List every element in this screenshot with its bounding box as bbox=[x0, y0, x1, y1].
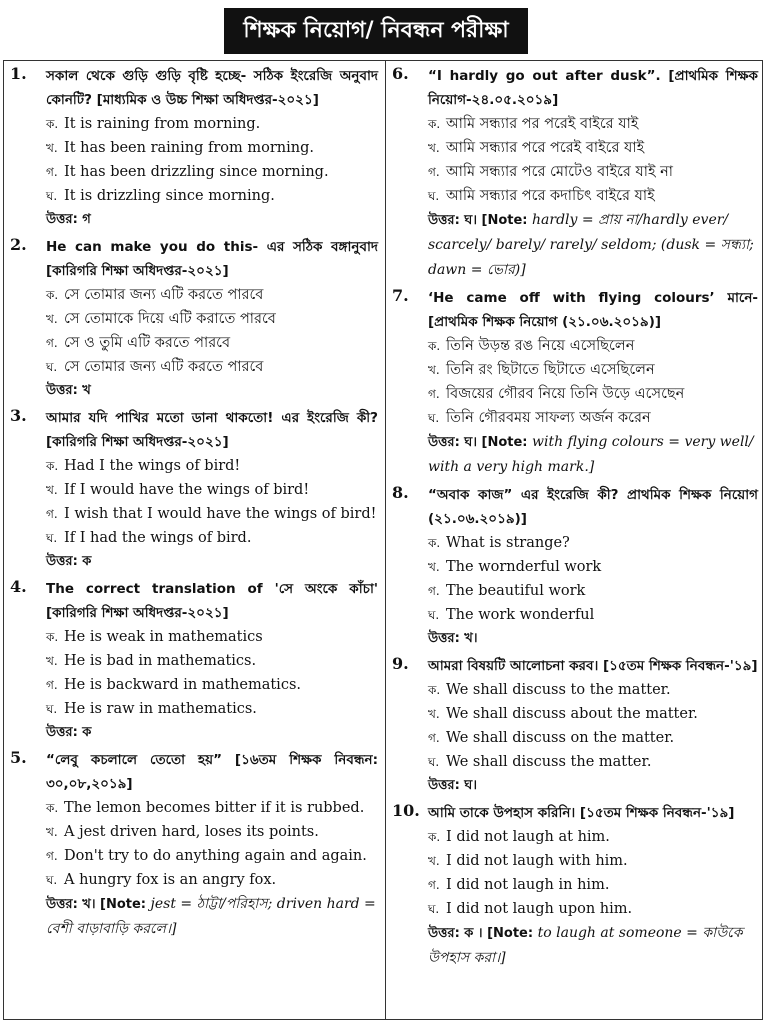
option-text: He is weak in mathematics bbox=[64, 629, 263, 645]
answer-line bbox=[428, 774, 758, 798]
answer-key: উত্তর: গ bbox=[46, 212, 91, 227]
question-text: সকাল থেকে গুড়ি গুড়ি বৃষ্টি হচ্ছে- সঠিক ইংরেজি অনুবাদ কোনটি? [মাধ্যমিক ও উচ্চ শিক্ষা অধিদপ্তর-২০২১] bbox=[46, 68, 378, 108]
answer-option bbox=[46, 307, 378, 331]
option-label: ক. bbox=[428, 339, 441, 353]
answer-line bbox=[46, 208, 378, 232]
answer-option bbox=[46, 526, 378, 550]
option-text: He is raw in mathematics. bbox=[64, 701, 257, 717]
option-text: The lemon becomes bitter if it is rubbed. bbox=[64, 800, 365, 816]
answer-option bbox=[46, 649, 378, 673]
option-label: গ. bbox=[46, 336, 58, 350]
question-item bbox=[392, 654, 758, 798]
option-text: I did not laugh with him. bbox=[446, 853, 628, 869]
question-text: আমার যদি পাখির মতো ডানা থাকতো! এর ইংরেজি কী? [কারিগরি শিক্ষা অধিদপ্তর-২০২১] bbox=[46, 410, 378, 450]
option-text: Don't try to do anything again and again. bbox=[64, 848, 367, 864]
answer-option bbox=[428, 382, 758, 406]
question-number: 1. bbox=[10, 64, 27, 83]
answer-option bbox=[46, 820, 378, 844]
option-label: গ. bbox=[428, 584, 440, 598]
answer-note: jest = ঠাট্টা/পরিহাস; driven hard = বেশী বাড়াবাড়ি করলে।] bbox=[46, 896, 376, 937]
answer-option bbox=[428, 603, 758, 627]
answer-line bbox=[428, 430, 758, 480]
answer-option bbox=[46, 331, 378, 355]
option-label: ঘ. bbox=[428, 189, 440, 203]
answer-note: hardly = প্রায় না/hardly ever/ scarcely/ barely/ rarely/ seldom; (dusk = সন্ধ্যা; dawn = ভোর)] bbox=[428, 212, 754, 278]
option-text: We shall discuss about the matter. bbox=[446, 706, 698, 722]
option-label: ক. bbox=[428, 117, 441, 131]
option-text: He is backward in mathematics. bbox=[64, 677, 301, 693]
option-text: আমি সন্ধ্যার পর পরেই বাইরে যাই bbox=[446, 116, 639, 132]
answer-option bbox=[428, 897, 758, 921]
option-label: গ. bbox=[46, 849, 58, 863]
page-title: শিক্ষক নিয়োগ/ নিবন্ধন পরীক্ষা bbox=[224, 8, 528, 54]
option-text: The beautiful work bbox=[446, 583, 586, 599]
option-label: খ. bbox=[428, 141, 440, 155]
answer-option bbox=[428, 750, 758, 774]
option-text: The work wonderful bbox=[446, 607, 595, 623]
question-number: 4. bbox=[10, 577, 27, 596]
question-item bbox=[10, 64, 378, 232]
option-label: ঘ. bbox=[46, 702, 58, 716]
question-number: 6. bbox=[392, 64, 409, 83]
option-label: খ. bbox=[46, 825, 58, 839]
answer-key: উত্তর: ঘ। bbox=[428, 778, 477, 793]
option-text: সে তোমাকে দিয়ে এটি করাতে পারবে bbox=[64, 311, 276, 327]
answer-option bbox=[46, 283, 378, 307]
option-text: সে তোমার জন্য এটি করতে পারবে bbox=[64, 359, 264, 375]
question-number: 7. bbox=[392, 286, 409, 305]
answer-option bbox=[428, 531, 758, 555]
option-label: খ. bbox=[46, 141, 58, 155]
question-item bbox=[392, 286, 758, 480]
answer-line bbox=[46, 721, 378, 745]
option-label: ঘ. bbox=[428, 411, 440, 425]
option-label: ঘ. bbox=[46, 873, 58, 887]
option-label: ঘ. bbox=[46, 531, 58, 545]
option-text: A jest driven hard, loses its points. bbox=[64, 824, 319, 840]
answer-line bbox=[46, 550, 378, 574]
question-text: “I hardly go out after dusk”. [প্রাথমিক শিক্ষক নিয়োগ-২৪.০৫.২০১৯] bbox=[428, 68, 758, 108]
answer-option bbox=[46, 184, 378, 208]
option-text: What is strange? bbox=[446, 535, 570, 551]
option-label: গ. bbox=[428, 731, 440, 745]
answer-key: উত্তর: ঘ। [Note: bbox=[428, 435, 528, 450]
answer-option bbox=[428, 136, 758, 160]
answer-key: উত্তর: ঘ। [Note: bbox=[428, 213, 528, 228]
option-text: I did not laugh upon him. bbox=[446, 901, 633, 917]
option-text: It is drizzling since morning. bbox=[64, 188, 275, 204]
answer-option bbox=[46, 673, 378, 697]
answer-option bbox=[428, 334, 758, 358]
answer-option bbox=[46, 478, 378, 502]
option-text: বিজয়ের গৌরব নিয়ে তিনি উড়ে এসেছেন bbox=[446, 386, 685, 402]
option-label: খ. bbox=[46, 483, 58, 497]
option-text: I wish that I would have the wings of bird! bbox=[64, 506, 377, 522]
option-text: তিনি রং ছিটাতে ছিটাতে এসেছিলেন bbox=[446, 362, 655, 378]
question-text: আমরা বিষয়টি আলোচনা করব। [১৫তম শিক্ষক নিবন্ধন-'১৯] bbox=[428, 658, 758, 674]
answer-note: with flying colours = very well/ with a very high mark.] bbox=[428, 434, 754, 475]
answer-note: to laugh at someone = কাউকে উপহাস করা।] bbox=[428, 925, 743, 966]
answer-line bbox=[428, 921, 758, 971]
answer-option bbox=[46, 454, 378, 478]
answer-line bbox=[428, 208, 758, 283]
question-number: 9. bbox=[392, 654, 409, 673]
option-label: খ. bbox=[46, 654, 58, 668]
question-number: 2. bbox=[10, 235, 27, 254]
answer-option bbox=[46, 796, 378, 820]
option-text: I did not laugh at him. bbox=[446, 829, 610, 845]
answer-option bbox=[428, 406, 758, 430]
option-text: তিনি গৌরবময় সাফল্য অর্জন করেন bbox=[446, 410, 651, 426]
question-item bbox=[392, 483, 758, 651]
option-label: ক. bbox=[46, 801, 59, 815]
option-label: ঘ. bbox=[46, 360, 58, 374]
option-text: It is raining from morning. bbox=[64, 116, 261, 132]
option-text: The wornderful work bbox=[446, 559, 602, 575]
option-text: We shall discuss the matter. bbox=[446, 754, 652, 770]
option-label: খ. bbox=[428, 560, 440, 574]
option-label: গ. bbox=[428, 878, 440, 892]
option-text: If I had the wings of bird. bbox=[64, 530, 252, 546]
answer-key: উত্তর: খ। bbox=[428, 631, 478, 646]
option-label: ক. bbox=[428, 683, 441, 697]
option-label: ক. bbox=[428, 830, 441, 844]
option-text: A hungry fox is an angry fox. bbox=[64, 872, 277, 888]
question-text: ‘He came off with flying colours’ মানে- [প্রাথমিক শিক্ষক নিয়োগ (২১.০৬.২০১৯)] bbox=[428, 290, 758, 330]
answer-option bbox=[46, 355, 378, 379]
option-text: সে ও তুমি এটি করতে পারবে bbox=[64, 335, 231, 351]
left-column bbox=[10, 64, 378, 945]
right-column bbox=[392, 64, 758, 974]
option-label: ক. bbox=[46, 288, 59, 302]
option-label: ক. bbox=[46, 630, 59, 644]
question-item bbox=[10, 235, 378, 403]
option-label: ক. bbox=[46, 117, 59, 131]
option-text: আমি সন্ধ্যার পরে কদাচিৎ বাইরে যাই bbox=[446, 188, 655, 204]
answer-key: উত্তর: খ bbox=[46, 383, 91, 398]
option-text: সে তোমার জন্য এটি করতে পারবে bbox=[64, 287, 264, 303]
question-item bbox=[10, 748, 378, 942]
answer-option bbox=[46, 625, 378, 649]
answer-key: উত্তর: খ। [Note: bbox=[46, 897, 146, 912]
option-text: I did not laugh in him. bbox=[446, 877, 610, 893]
question-item bbox=[392, 801, 758, 971]
option-label: ক. bbox=[428, 536, 441, 550]
option-label: গ. bbox=[46, 165, 58, 179]
option-text: আমি সন্ধ্যার পরে পরেই বাইরে যাই bbox=[446, 140, 645, 156]
question-number: 10. bbox=[392, 801, 420, 820]
answer-option bbox=[428, 873, 758, 897]
answer-line bbox=[46, 892, 378, 942]
option-label: গ. bbox=[46, 678, 58, 692]
question-number: 3. bbox=[10, 406, 27, 425]
answer-option bbox=[428, 555, 758, 579]
option-text: তিনি উড়ন্ত রঙ নিয়ে এসেছিলেন bbox=[446, 338, 635, 354]
question-item bbox=[10, 577, 378, 745]
answer-option bbox=[46, 160, 378, 184]
option-label: খ. bbox=[428, 363, 440, 377]
option-label: ক. bbox=[46, 459, 59, 473]
option-label: ঘ. bbox=[428, 902, 440, 916]
answer-option bbox=[46, 697, 378, 721]
answer-option bbox=[428, 358, 758, 382]
column-divider bbox=[385, 60, 386, 1020]
option-text: If I would have the wings of bird! bbox=[64, 482, 310, 498]
option-label: খ. bbox=[428, 854, 440, 868]
option-text: Had I the wings of bird! bbox=[64, 458, 241, 474]
option-text: আমি সন্ধ্যার পরে মোটেও বাইরে যাই না bbox=[446, 164, 673, 180]
question-number: 5. bbox=[10, 748, 27, 767]
question-text: “লেবু কচলালে তেতো হয়” [১৬তম শিক্ষক নিবন্ধন: ৩০,০৮,২০১৯] bbox=[46, 752, 378, 792]
option-label: খ. bbox=[46, 312, 58, 326]
question-text: The correct translation of 'সে অংকে কাঁচা' [কারিগরি শিক্ষা অধিদপ্তর-২০২১] bbox=[46, 581, 378, 621]
question-number: 8. bbox=[392, 483, 409, 502]
answer-option bbox=[428, 112, 758, 136]
question-item bbox=[10, 406, 378, 574]
answer-option bbox=[46, 112, 378, 136]
answer-option bbox=[428, 726, 758, 750]
option-label: গ. bbox=[46, 507, 58, 521]
answer-option bbox=[428, 160, 758, 184]
question-text: “অবাক কাজ” এর ইংরেজি কী? প্রাথমিক শিক্ষক নিয়োগ (২১.০৬.২০১৯)] bbox=[428, 487, 758, 527]
answer-line bbox=[46, 379, 378, 403]
answer-line bbox=[428, 627, 758, 651]
option-text: It has been drizzling since morning. bbox=[64, 164, 329, 180]
option-label: ঘ. bbox=[46, 189, 58, 203]
question-text: আমি তাকে উপহাস করিনি। [১৫তম শিক্ষক নিবন্ধন-'১৯] bbox=[428, 805, 735, 821]
option-text: It has been raining from morning. bbox=[64, 140, 315, 156]
answer-option bbox=[428, 702, 758, 726]
answer-option bbox=[46, 136, 378, 160]
option-label: খ. bbox=[428, 707, 440, 721]
option-label: গ. bbox=[428, 165, 440, 179]
question-text: He can make you do this- এর সঠিক বঙ্গানুবাদ [কারিগরি শিক্ষা অধিদপ্তর-২০২১] bbox=[46, 239, 378, 279]
answer-option bbox=[428, 678, 758, 702]
answer-option bbox=[46, 868, 378, 892]
answer-option bbox=[46, 844, 378, 868]
option-text: We shall discuss to the matter. bbox=[446, 682, 671, 698]
option-label: গ. bbox=[428, 387, 440, 401]
answer-option bbox=[428, 184, 758, 208]
answer-key: উত্তর: ক । [Note: bbox=[428, 926, 534, 941]
answer-key: উত্তর: ক bbox=[46, 725, 92, 740]
answer-option bbox=[428, 579, 758, 603]
option-text: We shall discuss on the matter. bbox=[446, 730, 675, 746]
option-text: He is bad in mathematics. bbox=[64, 653, 257, 669]
answer-option bbox=[46, 502, 378, 526]
answer-key: উত্তর: ক bbox=[46, 554, 92, 569]
question-item bbox=[392, 64, 758, 283]
answer-option bbox=[428, 849, 758, 873]
option-label: ঘ. bbox=[428, 608, 440, 622]
option-label: ঘ. bbox=[428, 755, 440, 769]
answer-option bbox=[428, 825, 758, 849]
